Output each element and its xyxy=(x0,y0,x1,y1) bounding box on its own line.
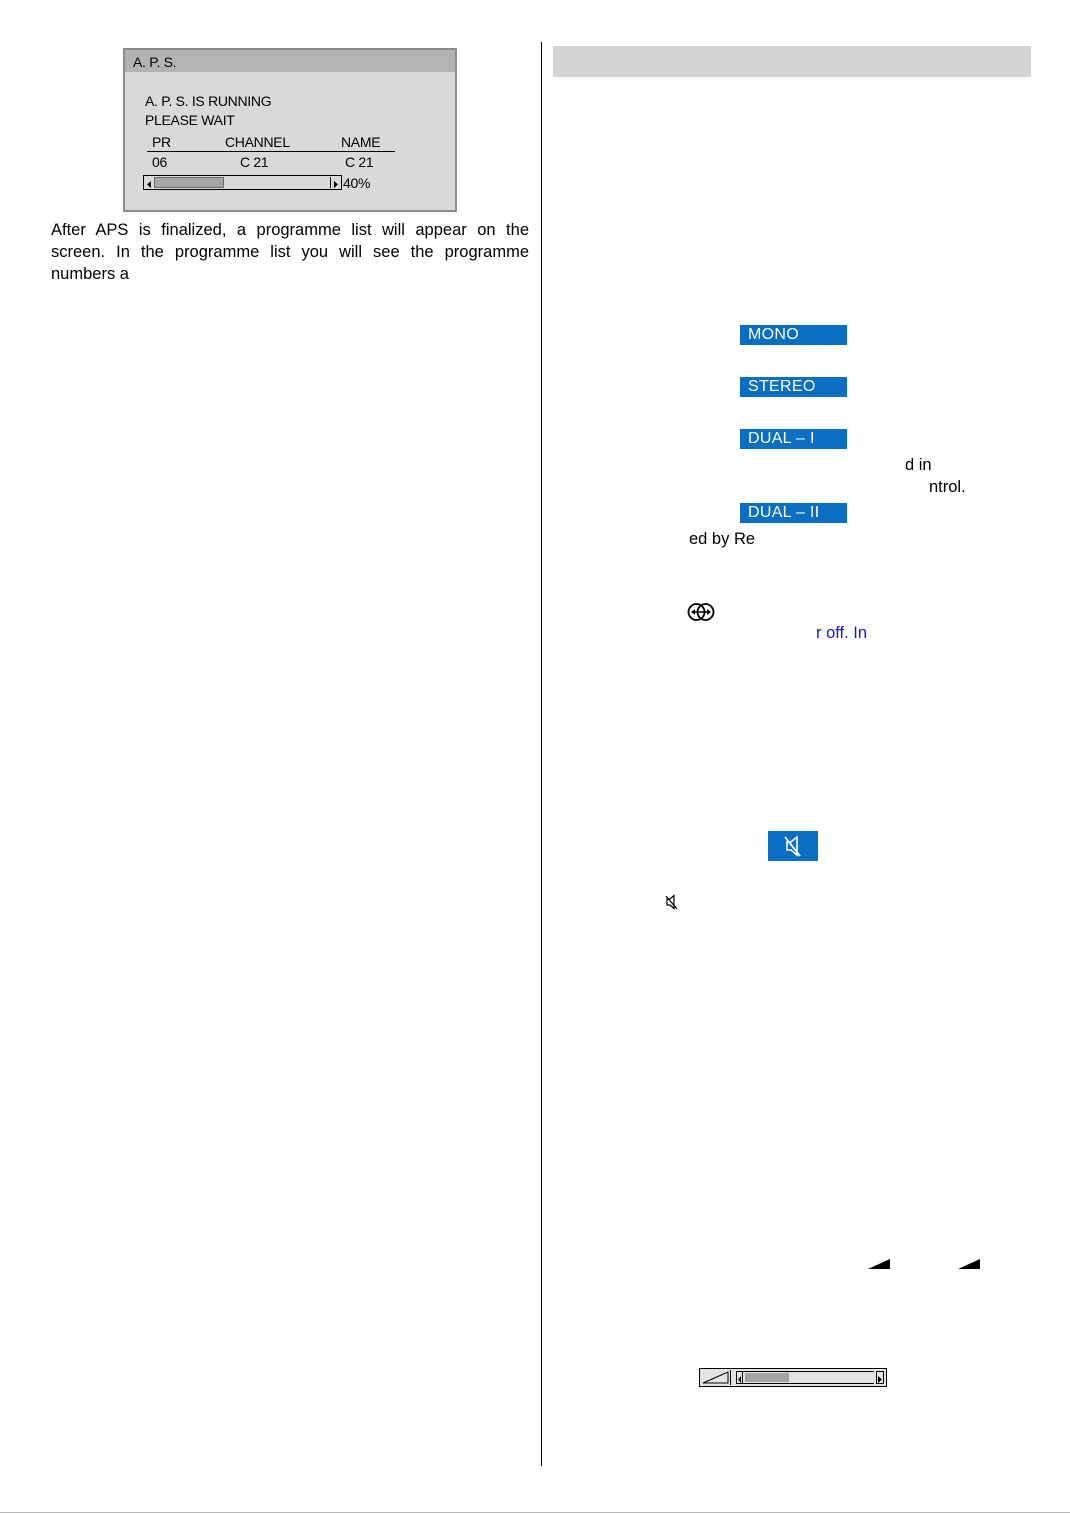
aps-header-rule xyxy=(147,151,395,152)
aps-status-wait: PLEASE WAIT xyxy=(145,112,235,128)
mute-icon xyxy=(664,893,680,911)
aps-col-name: NAME xyxy=(341,134,381,150)
aps-col-pr: PR xyxy=(152,134,171,150)
aps-description-paragraph xyxy=(51,220,529,285)
mute-osd-icon xyxy=(768,831,818,861)
paragraph-line-3: numbers a xyxy=(51,264,129,283)
volume-down-wedge-icon xyxy=(958,1257,982,1269)
volume-fill xyxy=(745,1373,789,1382)
aps-status-running: A. P. S. IS RUNNING xyxy=(145,93,272,109)
text-fragment-d-in: d in xyxy=(905,456,932,474)
surround-icon xyxy=(686,601,716,623)
paragraph-line-2: screen. In the programme list you will see the programme xyxy=(51,242,529,261)
aps-progress-bar xyxy=(143,175,342,190)
volume-icon xyxy=(701,1370,731,1385)
aps-progress-fill xyxy=(154,177,224,188)
page-bottom-rule xyxy=(0,1512,1070,1513)
stereo-badge: STEREO xyxy=(740,377,847,397)
aps-col-channel: CHANNEL xyxy=(225,134,290,150)
text-fragment-ed-by-re: ed by Re xyxy=(689,530,756,548)
paragraph-line-1: After APS is finalized, a programme list will appear on the xyxy=(51,221,529,239)
column-divider xyxy=(541,42,542,1466)
volume-left-arrow-icon xyxy=(736,1371,743,1384)
mute-osd-badge xyxy=(768,831,818,861)
aps-progress-right-arrow-icon xyxy=(330,177,341,188)
volume-right-arrow-icon xyxy=(876,1371,884,1384)
aps-progress-label: 40% xyxy=(343,175,371,191)
dual-ii-badge: DUAL – II xyxy=(740,503,847,523)
aps-row-pr: 06 xyxy=(152,154,167,170)
dual-i-badge: DUAL – I xyxy=(740,429,847,449)
aps-title: A. P. S. xyxy=(133,54,177,70)
volume-bar xyxy=(699,1368,887,1387)
aps-osd-panel xyxy=(123,48,457,212)
mono-badge: MONO xyxy=(740,325,847,345)
text-fragment-ntrol: ntrol. xyxy=(929,478,966,496)
section-header-bar xyxy=(553,46,1031,77)
text-fragment-r-off-in: r off. In xyxy=(816,624,868,642)
volume-up-wedge-icon xyxy=(868,1257,892,1269)
aps-row-name: C 21 xyxy=(345,154,374,170)
aps-row-channel: C 21 xyxy=(240,154,269,170)
